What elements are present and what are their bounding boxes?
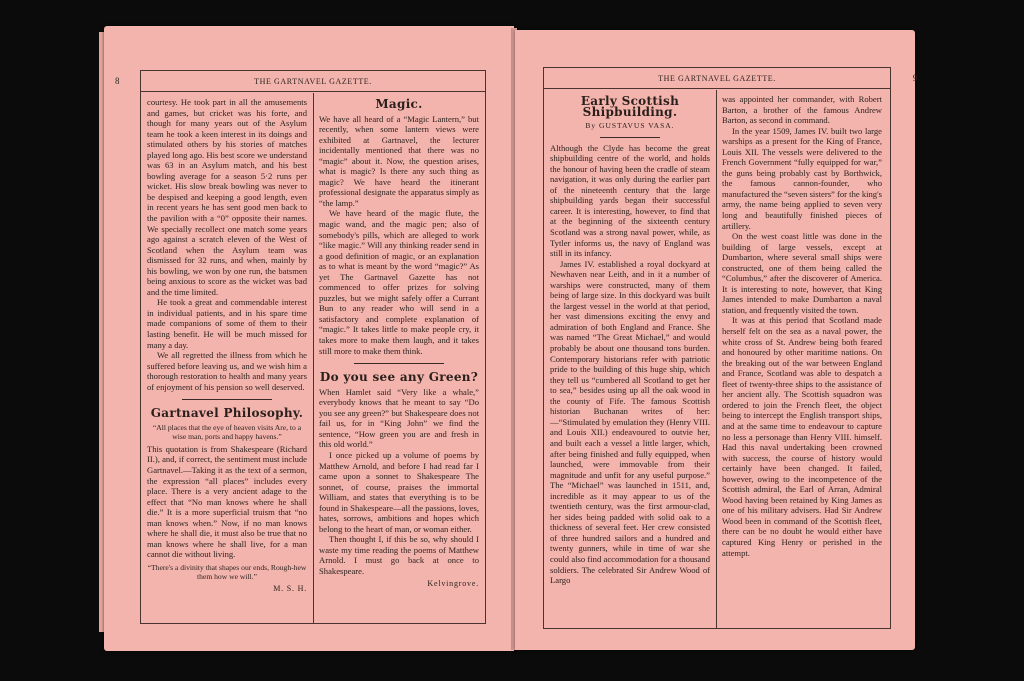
left-page-header (115, 71, 485, 91)
paragraph: This quotation is from Shakespeare (Richard II.), and, if correct, the sentiment must include Gartnavel.—Taking it as the text of a sermon, the expression “all places” includes every place. There is a very ancient adage to the effect that “No man knows where he shall die.” It is a more superficial truism that “no man knows when.” Now, if no man knows where he shall die, it must also be true that no man knows where he shall live, for a man cannot die without living. (147, 443, 307, 560)
right-header-rule (544, 88, 890, 89)
section-divider (182, 399, 272, 400)
paragraph: Although the Clyde has become the great shipbuilding centre of the world, and holds the honour of having been the cradle of steam navigation, it was only during the earlier part of the nineteenth century that the large shipbuilding yards began their successful career. It is interesting, however, to find that at the beginning of the sixteenth century Scotland was a strong naval power, while, as Tytler informs us, the navy of England was still in its infancy. (550, 142, 710, 259)
paragraph: In the year 1509, James IV. built two large warships as a present for the King of France, Louis XII. The vessels were delivered to the French Government “fully equipped for war,” the guns being probably cast by Borthwick, the famous cannon-founder, who manufactured the “seven sisters” for the king's army, the name being applied to seven very long and beautifully finished pieces of artillery. (722, 125, 882, 231)
paragraph: On the west coast little was done in the building of large vessels, except at Dumbarton, where several small ships were constructed, one of them being called the “Columbus,” after the discoverer of America. It is interesting to note, however, that King James intended to make Dumbarton a naval station, and frequently visited the town. (722, 231, 882, 315)
paragraph: courtesy. He took part in all the amusements and games, but cricket was his forte, and though for many years out of the Asylum team he took a keen interest in its doings and stimulated others by his stories of matches played long ago. His best score we understand was 63 in an Asylum match, and his best bowling average for a season 5·2 runs per wicket. His slow break bowling was never to be despised and keeping a good length, even in recent years he has sent good men back to the pavilion with a “0” opposite their names. We specially recollect one match some years ago against a scratch eleven of the West of Scotland when the Asylum team was dismissed for 32 runs, and when, mainly by his bowling, we won by one run, the batsmen being anxious to score as the wicket was bad and the time limited. (147, 97, 307, 297)
magic-title: Magic. (375, 97, 423, 111)
shipbuilding-byline: By GUSTAVUS VASA. (585, 121, 675, 131)
green-signature: Kelvingrove. (427, 578, 479, 588)
left-page-number: 8 (115, 76, 121, 86)
green-title: Do you see any Green? (319, 370, 479, 385)
philosophy-signature: M. S. H. (273, 583, 307, 593)
paragraph: I once picked up a volume of poems by Matthew Arnold, and before I had read far I came upon a sonnet to Shakespeare The sonnet, of course, praises the immortal William, and states that everything is to be found in Shakespeare—all the passions, loves, hates, sorrows, ambitions and hopes which belong to the heart of man, or woman either. (319, 449, 479, 534)
left-column-divider (313, 93, 314, 623)
right-page-number: 9 (912, 73, 918, 83)
philosophy-closing-quote: “There's a divinity that shapes our ends, Rough-hew them how we will.” (147, 562, 307, 581)
right-column-divider (716, 90, 717, 628)
right-col-2 (722, 94, 882, 624)
paragraph: We all regretted the illness from which he suffered before leaving us, and we wish him a thorough restoration to health and many years of enjoyment of his pension so well deserved. (147, 350, 307, 392)
right-header-title: THE GARTNAVEL GAZETTE. (658, 73, 776, 83)
paragraph: When Hamlet said “Very like a whale,” everybody knows that he meant to say “Do you see any green?” but Shakespeare does not fail us, for in “King John” we find the sentence, “How green you are and fresh in this old world.” (319, 386, 479, 450)
paragraph: Then thought I, if this be so, why should I waste my time reading the poems of Matthew Arnold. I must go back at once to Shakespeare. (319, 534, 479, 576)
paragraph: It was at this period that Scotland made herself felt on the sea as a naval power, the white cross of St. Andrew being both feared and honoured by other maritime nations. On the breaking out of the war between England and France, Scotland was able to despatch a fleet of twenty-three ships to the assistance of her ancient ally. The Scottish squadron was ordered to join the French fleet, the object being to intercept the English transport ships, and at the same time to endeavour to capture no less a personage than Henry VIII. himself. Had this naval undertaking been crowned with success, the course of history would certainly have been changed. It failed, however, owing to the incompetence of the Scottish admiral, the Earl of Arran, Admiral Wood having been retained by King James as one of his military advisers. Had Sir Andrew Wood been in command of the Scottish fleet, there can be no doubt he would either have captured King Henry or perished in the attempt. (722, 315, 882, 558)
paragraph: He took a great and commendable interest in individual patients, and in his spare time made companions of some of them to their lasting benefit. He will be much missed for many a day. (147, 297, 307, 350)
paragraph: was appointed her commander, with Robert Barton, a brother of the famous Andrew Barton, as second in command. (722, 94, 882, 126)
section-divider (354, 363, 444, 364)
right-page-header (544, 68, 918, 88)
paragraph: James IV. established a royal dockyard at Newhaven near Leith, and in it a number of warships were constructed, many of them being of large size. In this dockyard was built the largest vessel in the world at that period, her vast dimensions exciting the envy and admiration of both England and France. She was named “The Great Michael,” and would probably be about one thousand tons burden. Contemporary historians refer with patriotic pride to the building of this huge ship, which they tell us “cumbered all Scotland to get her to sea,” besides using up all the oak wood in the county of Fife. The famous Scottish historian Buchanan writes of her:—“Stimulated by emulation they (Henry VIII. and Louis XII.) endeavoured to outvie her, and built each a vessel a little larger, which, after being finished and fully equipped, when launched, were immovable from their magnitude and unfit for any useful purpose.” The “Michael” was launched in 1511, and, incredible as it may appear to us of the twentieth century, was the first armour-clad, her sides being padded with solid oak to a thickness of several feet. Her crew consisted of three hundred sailors and a hundred and twenty gunners, while in time of war she could also find accommodation for a thousand soldiers. The celebrated Sir Andrew Wood of Largo (550, 258, 710, 586)
left-col-1 (147, 97, 307, 619)
left-col-2 (319, 97, 479, 619)
left-header-rule (141, 91, 485, 92)
paragraph: We have all heard of a “Magic Lantern,” but recently, when some lantern views were exhibited at Gartnavel, the lecturer incidentally mentioned that there was no “magic” about it. Now, the question arises, what is magic? Is there any such thing as magic? We have heard the itinerant professional designate the apparatus simply as “the lamp.” (319, 113, 479, 208)
byline-rule (600, 137, 660, 138)
philosophy-epigraph: “All places that the eye of heaven visits Are, to a wise man, ports and happy havens.” (152, 422, 302, 441)
philosophy-title: Gartnavel Philosophy. (150, 406, 304, 421)
paragraph: We have heard of the magic flute, the magic wand, and the magic pen; also of somebody's pills, which are alleged to work “like magic.” Will any thinking reader send in a good definition of magic, or an explanation as to what is meant by the word “magic?” As yet The Gartnavel Gazette has not commenced to offer prizes for solving puzzles, but we might safely offer a Currant Bun to any reader who will send in a satisfactory and complete explanation of “magic.” It takes little to make people cry, it takes more to make them laugh, and it takes still more to make them think. (319, 208, 479, 356)
left-page (104, 26, 514, 651)
left-header-title: THE GARTNAVEL GAZETTE. (254, 76, 372, 86)
shipbuilding-title: Early Scottish Shipbuilding. (580, 94, 680, 119)
right-page (515, 30, 918, 650)
right-page-frame (543, 67, 918, 629)
right-col-1 (550, 94, 710, 624)
left-page-frame (115, 70, 486, 624)
